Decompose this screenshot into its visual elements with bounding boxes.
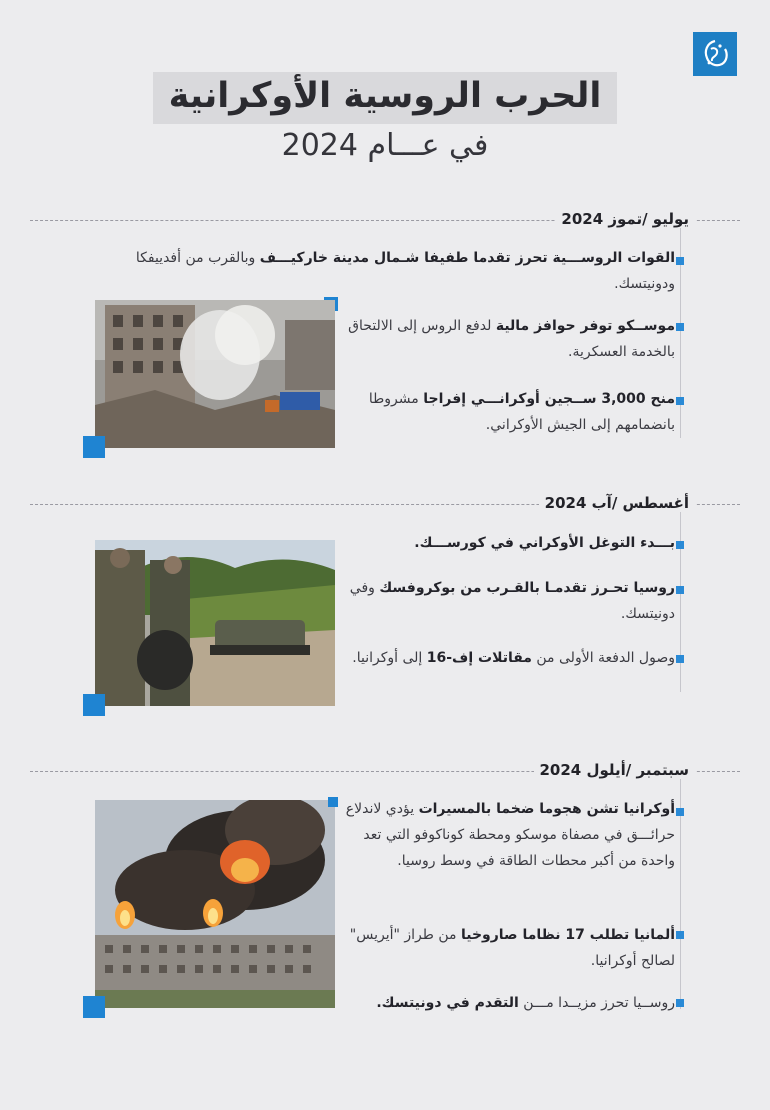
section-month-july: يوليو /تموز 2024 bbox=[555, 210, 695, 228]
event-item bbox=[345, 313, 675, 365]
event-headline: القوات الروســـية تحرز تقدما طفيفا شـمال مدينة خاركيـــف bbox=[259, 250, 675, 266]
corner-accent bbox=[83, 996, 105, 1018]
timeline-bullet bbox=[676, 586, 684, 594]
event-text-pre: روســيا تحرز مزيــدا مـــن bbox=[518, 995, 675, 1011]
timeline-bullet bbox=[676, 655, 684, 663]
timeline-bullet bbox=[676, 257, 684, 265]
timeline-bullet bbox=[676, 999, 684, 1007]
event-text: وفي دونيتسك. bbox=[349, 580, 675, 622]
corner-accent bbox=[335, 297, 338, 311]
corner-accent bbox=[83, 436, 105, 458]
photo-kharkiv-destroyed-building bbox=[95, 300, 335, 448]
header bbox=[0, 72, 770, 124]
event-text: وبالقرب من أفدييفكا ودونيتسك. bbox=[135, 250, 675, 292]
timeline-line bbox=[680, 512, 681, 692]
event-headline: بـــدء التوغل الأوكراني في كورســـك. bbox=[414, 535, 675, 551]
event-text: مشروطا بانضمامهم إلى الجيش الأوكراني. bbox=[368, 391, 675, 433]
event-text-pre: وصول الدفعة الأولى من bbox=[531, 650, 675, 666]
timeline-bullet bbox=[676, 931, 684, 939]
event-text: إلى أوكرانيا. bbox=[352, 650, 427, 666]
event-text: لدفع الروس إلى الالتحاق بالخدمة العسكرية. bbox=[348, 318, 675, 360]
event-item bbox=[345, 645, 675, 671]
event-text: من طراز "أيريس" لصالح أوكرانيا. bbox=[349, 927, 675, 969]
event-item bbox=[345, 796, 675, 874]
event-headline: منح 3,000 ســجين أوكرانـــي إفراجا bbox=[423, 391, 675, 407]
corner-accent bbox=[83, 694, 105, 716]
event-item bbox=[345, 990, 675, 1016]
photo-ukrainian-soldiers-kursk bbox=[95, 540, 335, 706]
event-text: يؤدي لاندلاع حرائـــق في مصفاة موسكو ومحطة كوناكوفو التي تعد واحدة من أكبر محطات الطاقة في وسط روسيا. bbox=[345, 801, 675, 869]
event-headline: مقاتلات إف-16 bbox=[426, 650, 532, 666]
event-headline: ألمانيا تطلب 17 نظاما صاروخيا bbox=[460, 927, 675, 943]
event-item bbox=[345, 575, 675, 627]
event-item bbox=[75, 245, 675, 297]
event-item bbox=[345, 386, 675, 438]
timeline-bullet bbox=[676, 323, 684, 331]
event-item bbox=[345, 922, 675, 974]
event-headline: موســكو توفر حوافز مالية bbox=[495, 318, 675, 334]
event-headline: روسيا تحـرز تقدمـا بالقـرب من بوكروفسك bbox=[379, 580, 675, 596]
event-item bbox=[345, 530, 675, 556]
timeline-bullet bbox=[676, 808, 684, 816]
section-month-september: سبتمبر /أيلول 2024 bbox=[534, 761, 696, 779]
timeline-bullet bbox=[676, 541, 684, 549]
page-subtitle: في عـــام 2024 bbox=[281, 128, 489, 163]
section-month-august: أغسطس /آب 2024 bbox=[539, 494, 695, 512]
corner-accent bbox=[328, 797, 338, 807]
photo-refinery-fire bbox=[95, 800, 335, 1008]
event-headline: التقدم في دونيتسك. bbox=[376, 995, 519, 1011]
aljazeera-logo-icon[interactable] bbox=[693, 32, 737, 76]
event-headline: أوكرانيا تشن هجوما ضخما بالمسيرات bbox=[418, 801, 675, 817]
timeline-bullet bbox=[676, 397, 684, 405]
page-title: الحرب الروسية الأوكرانية bbox=[153, 72, 618, 124]
